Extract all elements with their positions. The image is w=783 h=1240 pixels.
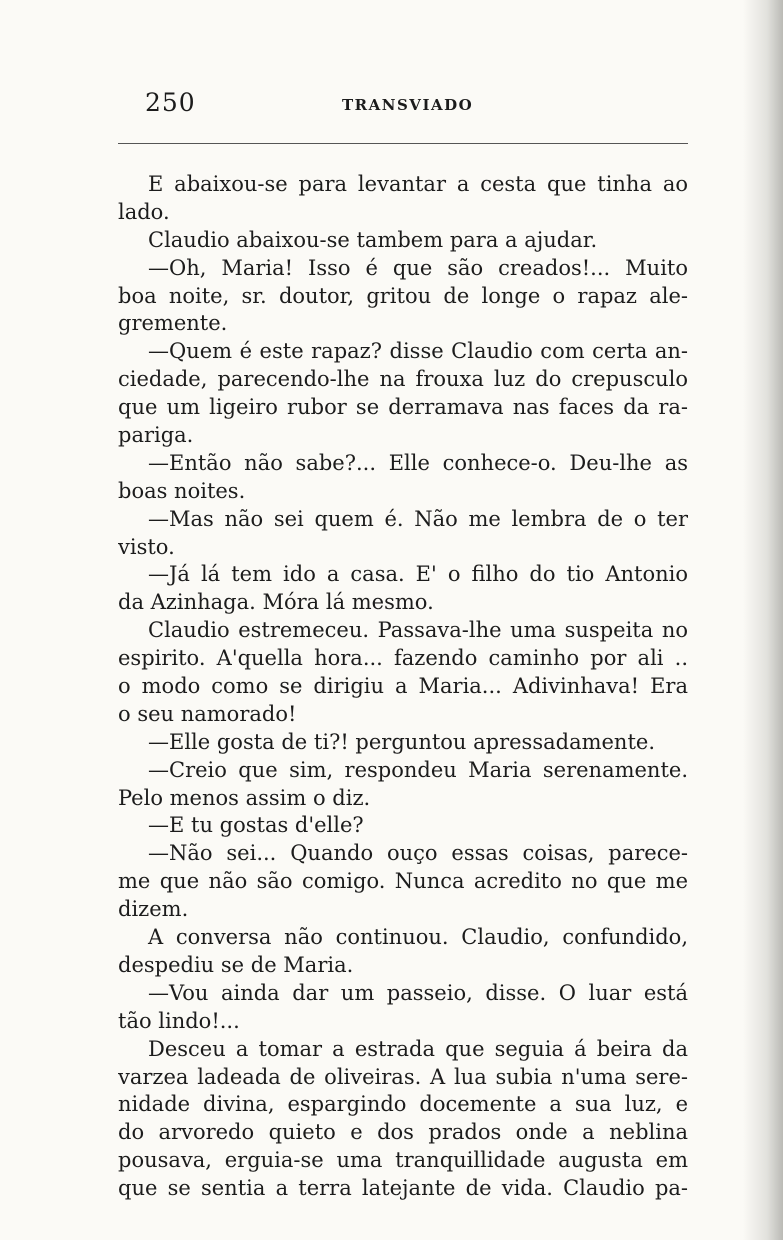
text-line: A conversa não continuou. Claudio, confundido, — [148, 925, 688, 950]
text-line: Pelo menos assim o diz. — [118, 785, 371, 810]
text-line: —Oh, Maria! Isso é que são creados!... Muito — [148, 255, 688, 280]
text-line: despediu se de Maria. — [118, 952, 354, 977]
text-line: —Vou ainda dar um passeio, disse. O luar está — [148, 980, 688, 1005]
text-line: —Creio que sim, respondeu Maria serenamente. — [148, 757, 688, 782]
text-line: que se sentia a terra latejante de vida. Claudio pa- — [118, 1176, 688, 1201]
text-line: ciedade, parecendo-lhe na frouxa luz do crepusculo — [118, 367, 688, 392]
text-line: pariga. — [118, 423, 194, 448]
text-line: da Azinhaga. Móra lá mesmo. — [118, 590, 434, 615]
text-line: pousava, erguia-se uma tranquillidade augusta em — [118, 1148, 688, 1173]
text-line: me que não são comigo. Nunca acredito no que me — [118, 869, 688, 894]
text-line: dizem. — [118, 897, 189, 922]
text-line: boas noites. — [118, 478, 246, 503]
text-line: visto. — [118, 534, 175, 559]
text-line: —Então não sabe?... Elle conhece-o. Deu-lhe as — [148, 450, 688, 475]
text-line: do arvoredo quieto e dos prados onde a neblina — [118, 1120, 688, 1145]
text-line: —Quem é este rapaz? disse Claudio com certa an- — [148, 339, 688, 364]
text-line: —Elle gosta de ti?! perguntou apressadamente. — [148, 729, 655, 754]
text-line: nidade divina, espargindo docemente a sua luz, e — [118, 1092, 688, 1117]
text-line: Desceu a tomar a estrada que seguia á beira da — [148, 1036, 688, 1061]
text-line: Claudio abaixou-se tambem para a ajudar. — [148, 227, 598, 252]
text-line: —Já lá tem ido a casa. E' o filho do tio Antonio — [148, 562, 688, 587]
header-rule — [118, 143, 688, 144]
running-title: TRANSVIADO — [342, 96, 474, 114]
text-line: —E tu gostas d'elle? — [148, 813, 364, 838]
text-line: E abaixou-se para levantar a cesta que tinha ao — [148, 172, 688, 196]
page-edge-shadow — [743, 0, 783, 1240]
text-line: Claudio estremeceu. Passava-lhe uma suspeita no — [148, 618, 688, 643]
text-line: boa noite, sr. doutor, gritou de longe o rapaz ale- — [118, 283, 688, 308]
text-line: que um ligeiro rubor se derramava nas faces da ra- — [118, 395, 688, 420]
text-line: o seu namorado! — [118, 701, 297, 726]
text-line: gremente. — [118, 311, 228, 336]
text-line: lado. — [118, 199, 170, 224]
body-text — [118, 171, 688, 1203]
text-line: tão lindo!... — [118, 1008, 240, 1033]
text-line: varzea ladeada de oliveiras. A lua subia n'uma sere- — [118, 1064, 688, 1089]
text-line: o modo como se dirigiu a Maria... Adivinhava! Era — [118, 674, 688, 699]
text-line: —Não sei... Quando ouço essas coisas, parece- — [148, 841, 688, 866]
text-line: espirito. A'quella hora... fazendo caminho por ali .. — [118, 646, 688, 671]
page-number: 250 — [145, 88, 196, 117]
page-header — [140, 88, 660, 124]
text-line: —Mas não sei quem é. Não me lembra de o ter — [148, 506, 688, 531]
